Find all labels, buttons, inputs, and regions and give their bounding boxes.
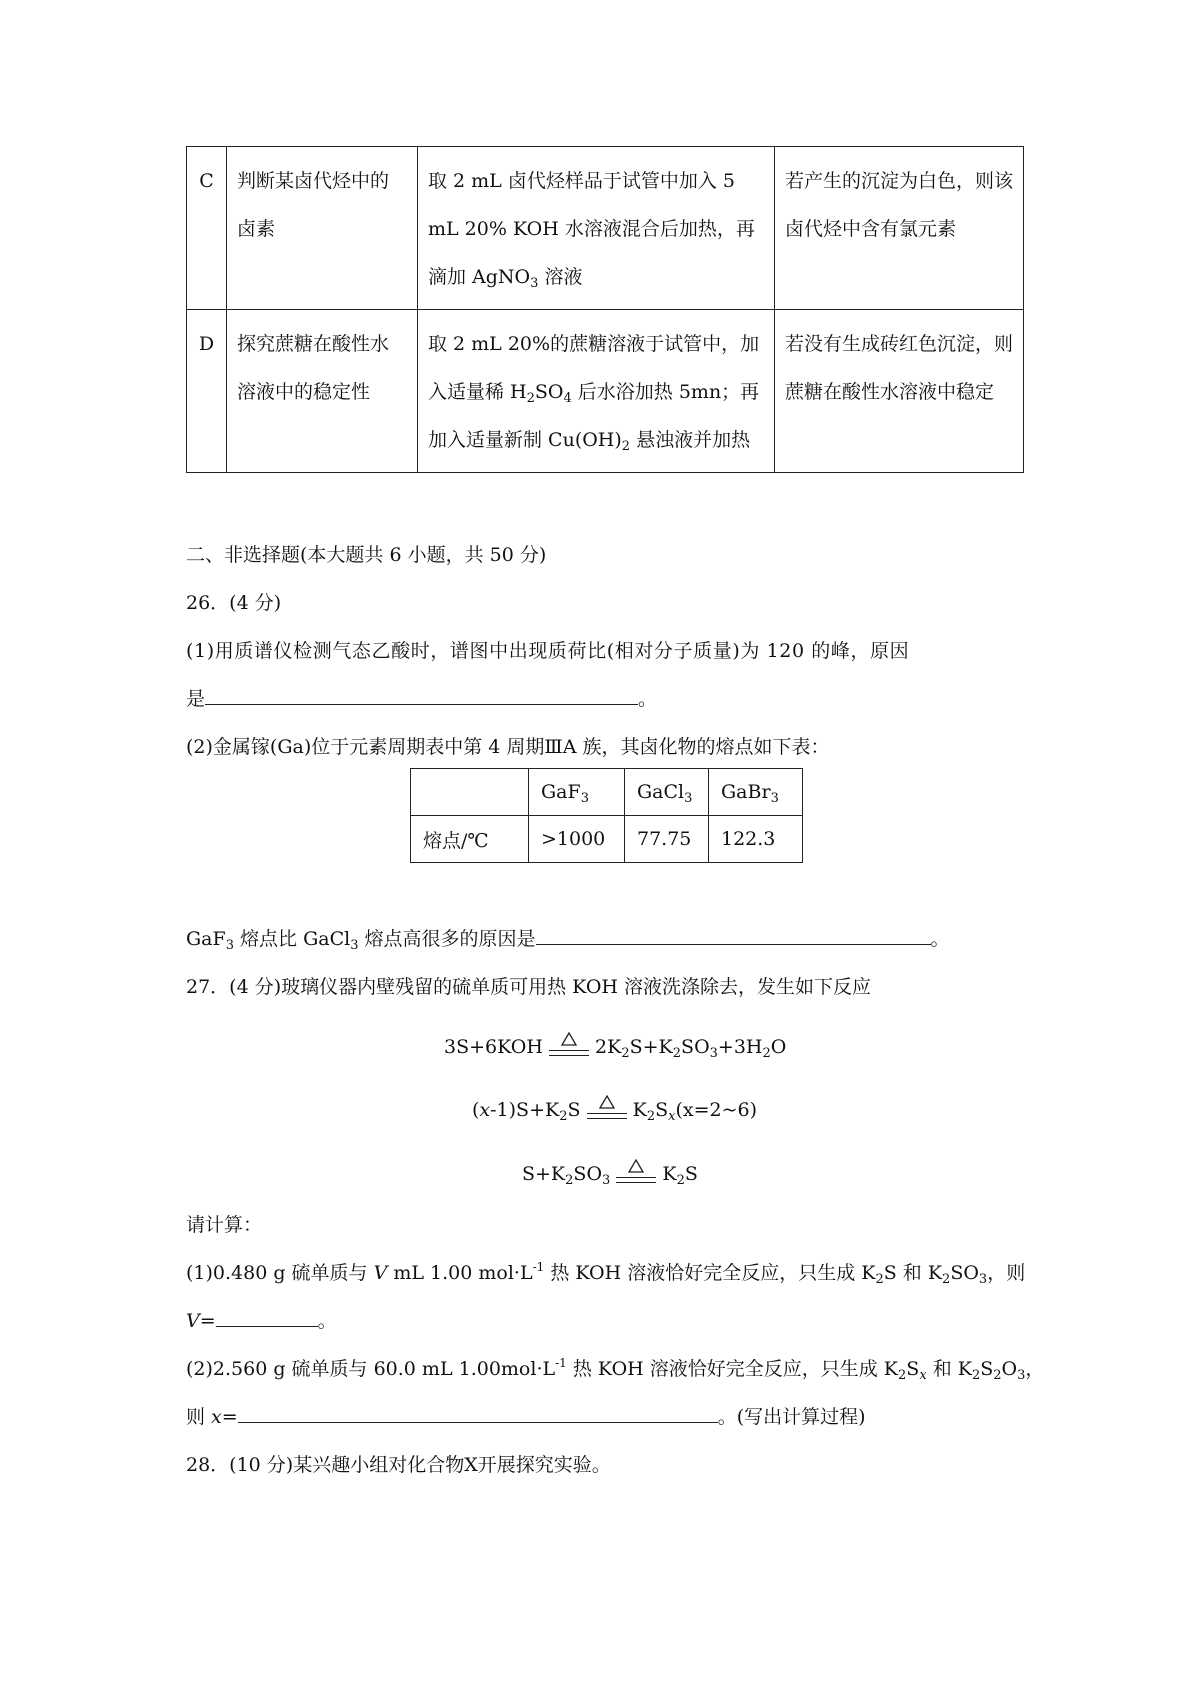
- q26-part3-text: GaF$_3$ 熔点比 GaCl$_3$ 熔点高很多的原因是: [186, 928, 536, 953]
- header-cell: [411, 769, 529, 816]
- table-cell: >1000: [529, 816, 625, 863]
- table-cell: 122.3: [709, 816, 803, 863]
- answer-blank[interactable]: [216, 1306, 318, 1327]
- q26-part1-prefix: 是: [186, 688, 206, 710]
- answer-blank[interactable]: [536, 924, 931, 945]
- eq1-left: 3S+6KOH: [444, 1036, 543, 1058]
- q27-part2-line2: [186, 1402, 866, 1429]
- heat-arrow-icon: [616, 1165, 656, 1185]
- q28-intro: 28．(10 分)某兴趣小组对化合物Ⅹ开展探究实验。: [186, 1454, 611, 1476]
- experiment-table: [186, 146, 1024, 473]
- answer-blank[interactable]: [238, 1402, 718, 1423]
- q26-part3: [186, 924, 950, 951]
- eq3-right: $K_2S$: [662, 1163, 698, 1188]
- row-label: C: [187, 147, 227, 310]
- q26-part3-suffix: 。: [930, 928, 950, 950]
- q27-part1-line2: [186, 1306, 337, 1333]
- equation-3: [522, 1163, 698, 1188]
- experiment-method: 取 2 mL 20%的蔗糖溶液于试管中，加入适量稀 $H_2SO_4$ 后水浴加热 5mn；再加入适量新制 $Cu(OH)_2$ 悬浊液并加热: [418, 310, 775, 473]
- answer-blank[interactable]: [205, 684, 638, 705]
- q26-part2: (2)金属镓(Ga)位于元素周期表中第 4 周期ⅢA 族，其卤化物的熔点如下表：: [186, 736, 830, 758]
- q26-part1-line2: [186, 684, 657, 711]
- table-row: [411, 769, 803, 816]
- heat-arrow-icon: [549, 1038, 589, 1058]
- q26-heading: 26．(4 分): [186, 592, 282, 614]
- eq1-right: $2K_2S+K_2SO_3+3H_2O$: [595, 1036, 787, 1061]
- section-heading: 二、非选择题(本大题共 6 小题，共 50 分): [186, 544, 547, 566]
- header-cell: GaBr$_3$: [709, 769, 803, 816]
- q27-part2-line1: (2)2.560 g 硫单质与 60.0 mL $1.00mol\cdot L^{-1}$ 热 KOH 溶液恰好完全反应，只生成 $K_2S_x$ 和 $K_2S_2O_3$，: [186, 1356, 1045, 1383]
- row-label: 熔点/℃: [411, 816, 529, 863]
- q27-part2-prefix: 则 x=: [186, 1406, 238, 1428]
- q27-intro: 27．(4 分)玻璃仪器内壁残留的硫单质可用热 KOH 溶液洗涤除去，发生如下反应: [186, 976, 872, 998]
- equation-2: [472, 1099, 758, 1124]
- eq2-left: $(x-1)S+K_2S$: [472, 1099, 581, 1124]
- eq3-left: $S+K_2SO_3$: [522, 1163, 611, 1188]
- experiment-method: 取 2 mL 卤代烃样品于试管中加入 5 mL 20% KOH 水溶液混合后加热，再滴加 AgNO$_3$ 溶液: [418, 147, 775, 310]
- q26-part1-suffix: 。: [638, 688, 658, 710]
- eq2-right: $K_2S_x(x=2\sim 6)$: [632, 1099, 758, 1124]
- table-row: [411, 816, 803, 863]
- experiment-purpose: 探究蔗糖在酸性水溶液中的稳定性: [227, 310, 418, 473]
- row-label: D: [187, 310, 227, 473]
- q26-part1-line1: (1)用质谱仪检测气态乙酸时，谱图中出现质荷比(相对分子质量)为 120 的峰，原因: [186, 640, 910, 662]
- header-cell: GaCl$_3$: [625, 769, 709, 816]
- melting-point-table: [410, 768, 803, 863]
- table-row: [187, 147, 1024, 310]
- q27-part1-prefix: V=: [186, 1310, 216, 1332]
- q27-ask: 请计算：: [186, 1214, 263, 1236]
- table-row: [187, 310, 1024, 473]
- experiment-conclusion: 若产生的沉淀为白色，则该卤代烃中含有氯元素: [775, 147, 1024, 310]
- experiment-purpose: 判断某卤代烃中的卤素: [227, 147, 418, 310]
- q27-part1-suffix: 。: [317, 1310, 337, 1332]
- table-cell: 77.75: [625, 816, 709, 863]
- q27-part1-line1: (1)0.480 g 硫单质与 V mL 1.00 $mol\cdot L^{-1}$ 热 KOH 溶液恰好完全反应，只生成 $K_2S$ 和 $K_2SO_3$，则: [186, 1260, 1026, 1287]
- q27-part2-suffix: 。(写出计算过程): [717, 1406, 866, 1428]
- header-cell: GaF$_3$: [529, 769, 625, 816]
- experiment-conclusion: 若没有生成砖红色沉淀，则蔗糖在酸性水溶液中稳定: [775, 310, 1024, 473]
- equation-1: [444, 1036, 787, 1061]
- heat-arrow-icon: [587, 1101, 627, 1121]
